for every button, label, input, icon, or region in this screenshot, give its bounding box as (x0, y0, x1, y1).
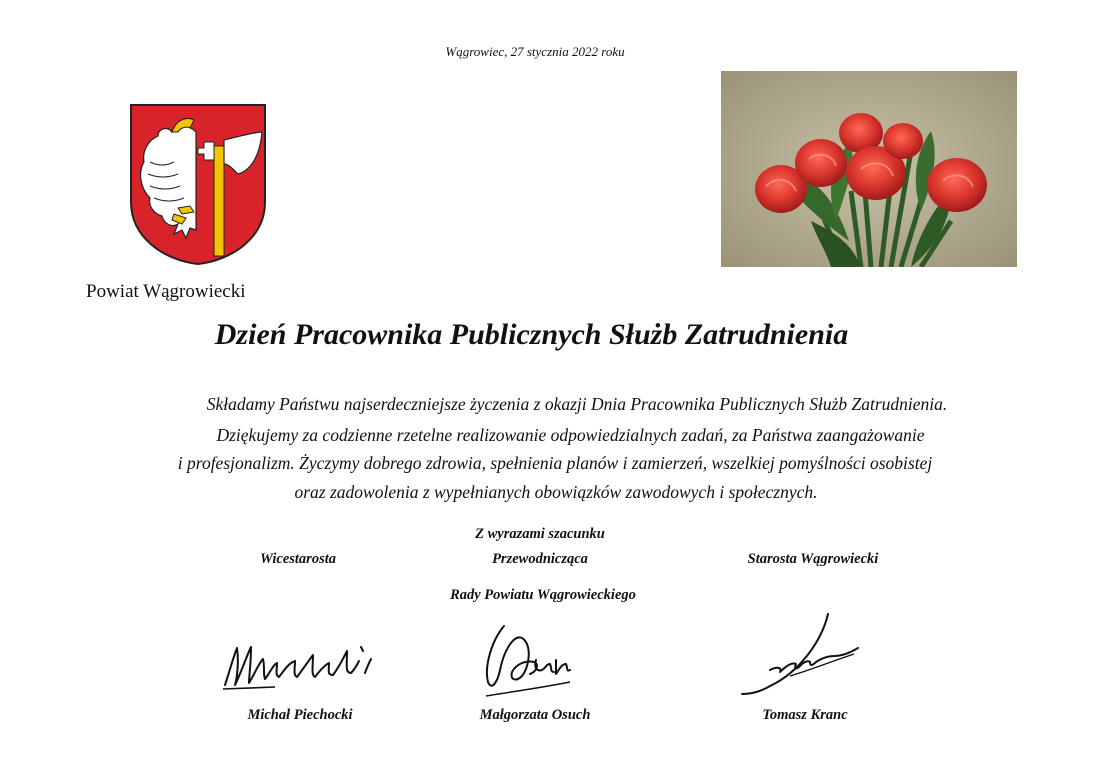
signatory-name: Michał Piechocki (247, 707, 353, 723)
signatory-role: Przewodnicząca (492, 551, 588, 567)
signatory-name: Tomasz Kranc (762, 707, 848, 723)
paragraph-line: i profesjonalizm. Życzymy dobrego zdrowia, spełnienia planów i zamierzeń, wszelkiej pomyślności osobistej (177, 453, 933, 473)
letter-date: Wągrowiec, 27 stycznia 2022 roku (445, 44, 625, 59)
signature-osuch (470, 620, 590, 700)
paragraph-line: Dziękujemy za codzienne rzetelne realizowanie odpowiedzialnych zadań, za Państwa zaangażowanie (216, 425, 925, 445)
letter-title: Dzień Pracownika Publicznych Służb Zatrudnienia (214, 318, 849, 351)
organization-name: Powiat Wągrowiecki (86, 281, 246, 302)
closing-phrase: Z wyrazami szacunku (475, 526, 605, 542)
signature-kranc (730, 610, 870, 700)
council-name: Rady Powiatu Wągrowieckiego (450, 587, 636, 603)
signatory-role: Starosta Wągrowiecki (747, 551, 879, 567)
signatory-name: Małgorzata Osuch (479, 707, 591, 723)
paragraph-line: oraz zadowolenia z wypełnianych obowiązków zawodowych i społecznych. (294, 482, 818, 502)
tulip-bouquet-photo (721, 71, 1017, 267)
paragraph-line: Składamy Państwu najserdeczniejsze życzenia z okazji Dnia Pracownika Publicznych Służb Zatrudnienia. (206, 394, 948, 414)
signatory-role: Wicestarosta (260, 551, 336, 567)
signature-piechocki (215, 633, 385, 693)
coat-of-arms-icon (128, 102, 268, 267)
